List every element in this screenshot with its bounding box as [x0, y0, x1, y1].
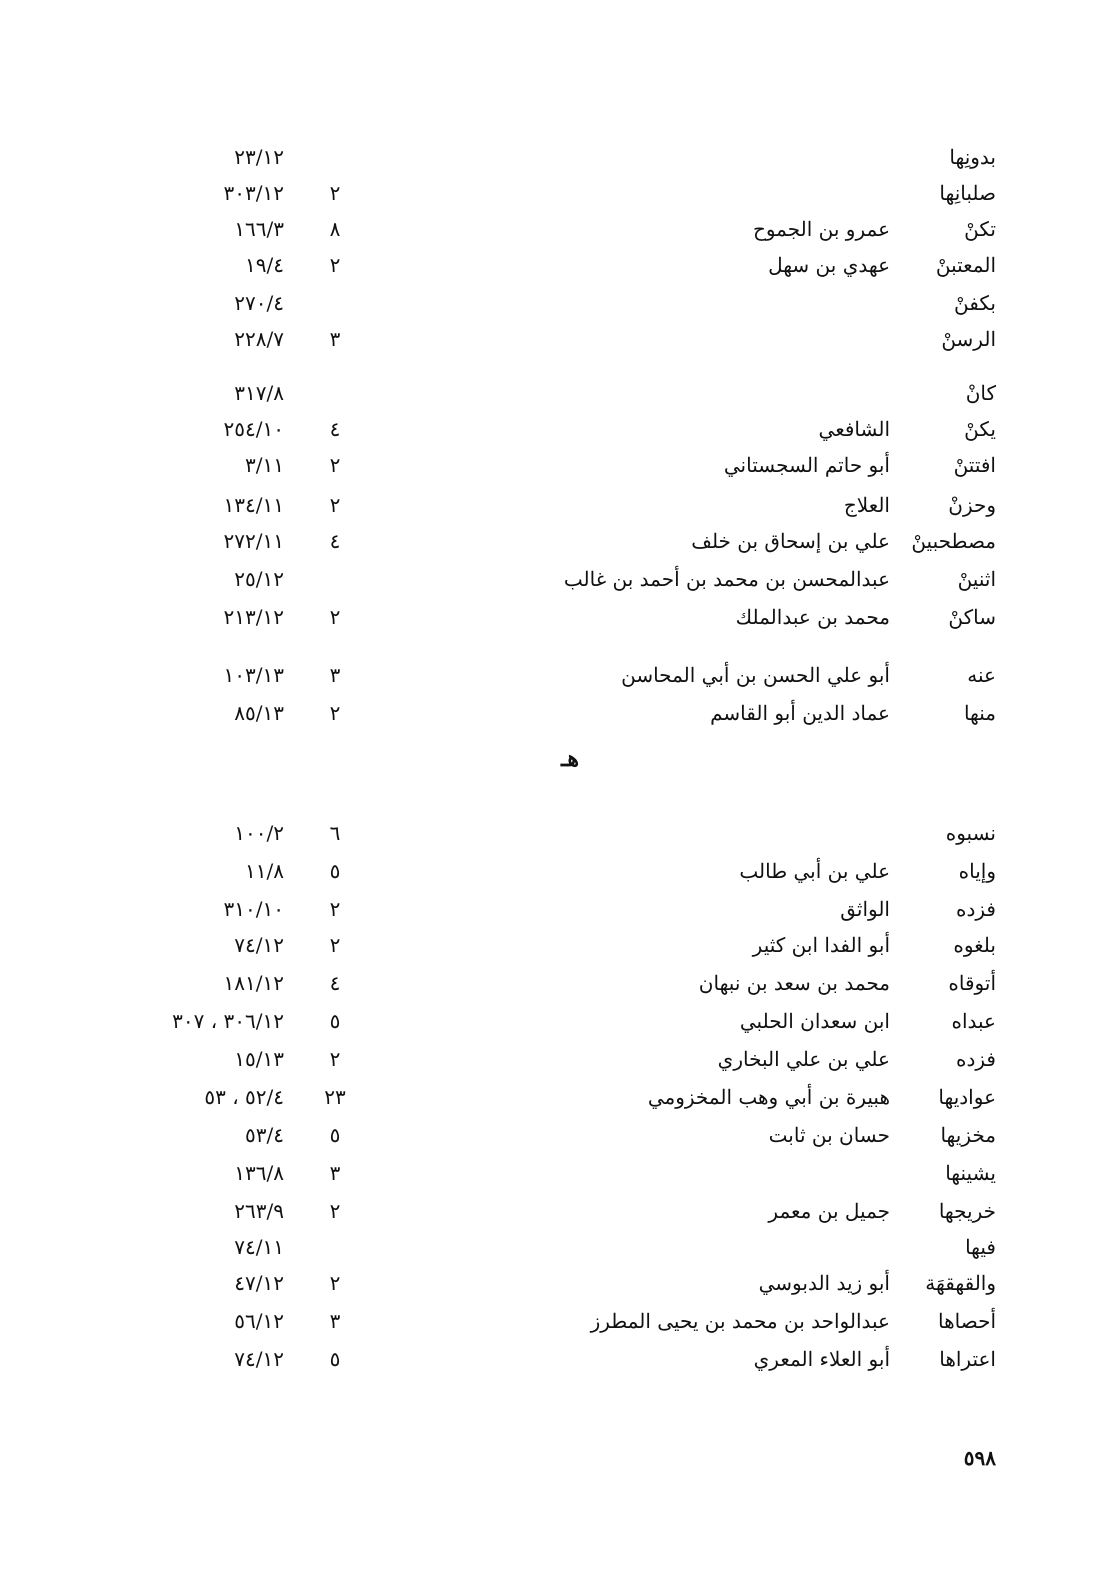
- volume-page-ref: ٣٠٣/١٢: [223, 181, 284, 205]
- verse-count: ٥: [329, 1009, 341, 1033]
- index-row: [0, 892, 1120, 926]
- poet-name: الشافعي: [818, 417, 890, 441]
- rhyme-word: بلغوه: [953, 933, 996, 957]
- index-row: [0, 1118, 1120, 1152]
- poet-name: محمد بن سعد بن نبهان: [698, 971, 890, 995]
- verse-count: ٢: [329, 701, 341, 725]
- volume-page-ref: ٢٣/١٢: [234, 145, 284, 169]
- page-number: ٥٩٨: [963, 1446, 996, 1470]
- poet-name: عبدالواحد بن محمد بن يحيى المطرز: [590, 1309, 890, 1333]
- rhyme-word: كانْ: [965, 381, 996, 405]
- volume-page-ref: ٧٤/١٢: [234, 1347, 284, 1371]
- volume-page-ref: ٤٧/١٢: [234, 1271, 284, 1295]
- volume-page-ref: ٣٠٦/١٢ ، ٣٠٧: [172, 1009, 284, 1033]
- rhyme-word: وإياه: [958, 859, 996, 883]
- volume-page-ref: ٥٢/٤ ، ٥٣: [204, 1085, 284, 1109]
- rhyme-word: منها: [963, 701, 996, 725]
- verse-count: ٣: [329, 1161, 341, 1185]
- verse-count: ٢٣: [324, 1085, 346, 1109]
- verse-count: ٢: [329, 493, 341, 517]
- rhyme-word: ساكنْ: [948, 605, 996, 629]
- index-row: [0, 1156, 1120, 1190]
- rhyme-word: اثنينْ: [957, 567, 996, 591]
- rhyme-word: أحصاها: [938, 1309, 996, 1333]
- volume-page-ref: ١٣٤/١١: [223, 493, 284, 517]
- verse-count: ٢: [329, 1271, 341, 1295]
- index-row: [0, 1230, 1120, 1264]
- volume-page-ref: ٢٦٣/٩: [234, 1199, 284, 1223]
- index-row: [0, 212, 1120, 246]
- rhyme-word: خريجها: [938, 1199, 996, 1223]
- volume-page-ref: ١٠٣/١٣: [223, 663, 284, 687]
- index-row: [0, 966, 1120, 1000]
- index-row: [0, 1304, 1120, 1338]
- poet-name: علي بن إسحاق بن خلف: [691, 529, 890, 553]
- index-row: [0, 600, 1120, 634]
- rhyme-word: فزده: [956, 897, 996, 921]
- verse-count: ٣: [329, 1309, 341, 1333]
- volume-page-ref: ٥٣/٤: [245, 1123, 284, 1147]
- volume-page-ref: ٣١٠/١٠: [223, 897, 284, 921]
- index-row: [0, 1080, 1120, 1114]
- volume-page-ref: ١٩/٤: [245, 253, 284, 277]
- volume-page-ref: ١١/٨: [245, 859, 284, 883]
- volume-page-ref: ٧٤/١٢: [234, 933, 284, 957]
- index-row: [0, 1194, 1120, 1228]
- verse-count: ٤: [329, 417, 341, 441]
- verse-count: ٢: [329, 933, 341, 957]
- poet-name: علي بن أبي طالب: [739, 859, 890, 883]
- rhyme-word: عواديها: [938, 1085, 996, 1109]
- verse-count: ٢: [329, 1047, 341, 1071]
- verse-count: ٤: [329, 529, 341, 553]
- rhyme-word: الرسنْ: [941, 327, 996, 351]
- poet-name: العلاج: [843, 493, 890, 517]
- verse-count: ٣: [329, 327, 341, 351]
- poet-name: عهدي بن سهل: [768, 253, 890, 277]
- poet-name: عماد الدين أبو القاسم: [710, 701, 890, 725]
- poet-name: أبو الفدا ابن كثير: [752, 933, 890, 957]
- poet-name: محمد بن عبدالملك: [735, 605, 890, 629]
- volume-page-ref: ١٠٠/٢: [234, 821, 284, 845]
- verse-count: ٨: [329, 217, 341, 241]
- volume-page-ref: ١٣٦/٨: [234, 1161, 284, 1185]
- index-row: [0, 286, 1120, 320]
- index-row: [0, 816, 1120, 850]
- rhyme-word: المعتبنْ: [935, 253, 996, 277]
- index-row: [0, 488, 1120, 522]
- poet-name: علي بن علي البخاري: [717, 1047, 890, 1071]
- verse-count: ٦: [329, 821, 341, 845]
- volume-page-ref: ٢٧٠/٤: [234, 291, 284, 315]
- volume-page-ref: ٢٢٨/٧: [234, 327, 284, 351]
- verse-count: ٥: [329, 1123, 341, 1147]
- volume-page-ref: ٢١٣/١٢: [223, 605, 284, 629]
- index-row: [0, 176, 1120, 210]
- index-row: [0, 1042, 1120, 1076]
- index-row: [0, 412, 1120, 446]
- rhyme-word: اعتراها: [939, 1347, 996, 1371]
- verse-count: ٢: [329, 1199, 341, 1223]
- poet-name: هبيرة بن أبي وهب المخزومي: [647, 1085, 890, 1109]
- index-row: [0, 248, 1120, 282]
- index-row: [0, 524, 1120, 558]
- verse-count: ٢: [329, 453, 341, 477]
- poet-name: عبدالمحسن بن محمد بن أحمد بن غالب: [563, 567, 890, 591]
- volume-page-ref: ٢٧٢/١١: [223, 529, 284, 553]
- volume-page-ref: ٥٦/١٢: [234, 1309, 284, 1333]
- rhyme-word: فيها: [965, 1235, 996, 1259]
- verse-count: ٥: [329, 1347, 341, 1371]
- rhyme-word: أتوقاه: [948, 971, 996, 995]
- index-row: [0, 376, 1120, 410]
- rhyme-word: نسبوه: [945, 821, 996, 845]
- volume-page-ref: ٢٥/١٢: [234, 567, 284, 591]
- index-row: [0, 696, 1120, 730]
- rhyme-word: تكنْ: [964, 217, 996, 241]
- index-row: [0, 854, 1120, 888]
- rhyme-word: مصطحبينْ: [911, 529, 996, 553]
- rhyme-word: صلبانِها: [939, 181, 996, 205]
- rhyme-word: يكنْ: [964, 417, 996, 441]
- volume-page-ref: ١٨١/١٢: [223, 971, 284, 995]
- section-heading-ha: هـ: [560, 746, 580, 772]
- rhyme-word: بدونِها: [949, 145, 996, 169]
- index-row: [0, 1266, 1120, 1300]
- rhyme-word: يشينها: [945, 1161, 996, 1185]
- poet-name: أبو زيد الدبوسي: [758, 1271, 890, 1295]
- poet-name: عمرو بن الجموح: [752, 217, 890, 241]
- index-row: [0, 140, 1120, 174]
- verse-count: ٥: [329, 859, 341, 883]
- index-row: [0, 658, 1120, 692]
- poet-name: أبو حاتم السجستاني: [723, 453, 890, 477]
- poet-name: الواثق: [840, 897, 890, 921]
- volume-page-ref: ١٥/١٣: [234, 1047, 284, 1071]
- verse-count: ٢: [329, 605, 341, 629]
- rhyme-word: عبداه: [951, 1009, 996, 1033]
- poet-name: ابن سعدان الحلبي: [739, 1009, 890, 1033]
- volume-page-ref: ٣١٧/٨: [234, 381, 284, 405]
- verse-count: ٢: [329, 897, 341, 921]
- index-row: [0, 1004, 1120, 1038]
- volume-page-ref: ١٦٦/٣: [234, 217, 284, 241]
- verse-count: ٤: [329, 971, 341, 995]
- rhyme-word: عنه: [967, 663, 996, 687]
- poet-name: أبو العلاء المعري: [753, 1347, 890, 1371]
- poet-name: جميل بن معمر: [768, 1199, 890, 1223]
- index-row: [0, 322, 1120, 356]
- rhyme-word: فزده: [956, 1047, 996, 1071]
- volume-page-ref: ٧٤/١١: [234, 1235, 284, 1259]
- rhyme-word: والقهقهَة: [925, 1271, 996, 1295]
- index-row: [0, 928, 1120, 962]
- verse-count: ٢: [329, 181, 341, 205]
- rhyme-word: وحزنْ: [948, 493, 996, 517]
- rhyme-word: بكفنْ: [954, 291, 996, 315]
- verse-count: ٣: [329, 663, 341, 687]
- rhyme-word: افتتنْ: [953, 453, 996, 477]
- poet-name: أبو علي الحسن بن أبي المحاسن: [621, 663, 890, 687]
- poet-name: حسان بن ثابت: [768, 1123, 890, 1147]
- index-row: [0, 562, 1120, 596]
- volume-page-ref: ٣/١١: [245, 453, 284, 477]
- index-row: [0, 1342, 1120, 1376]
- verse-count: ٢: [329, 253, 341, 277]
- volume-page-ref: ٢٥٤/١٠: [223, 417, 284, 441]
- rhyme-word: مخزيها: [940, 1123, 996, 1147]
- volume-page-ref: ٨٥/١٣: [234, 701, 284, 725]
- index-row: [0, 448, 1120, 482]
